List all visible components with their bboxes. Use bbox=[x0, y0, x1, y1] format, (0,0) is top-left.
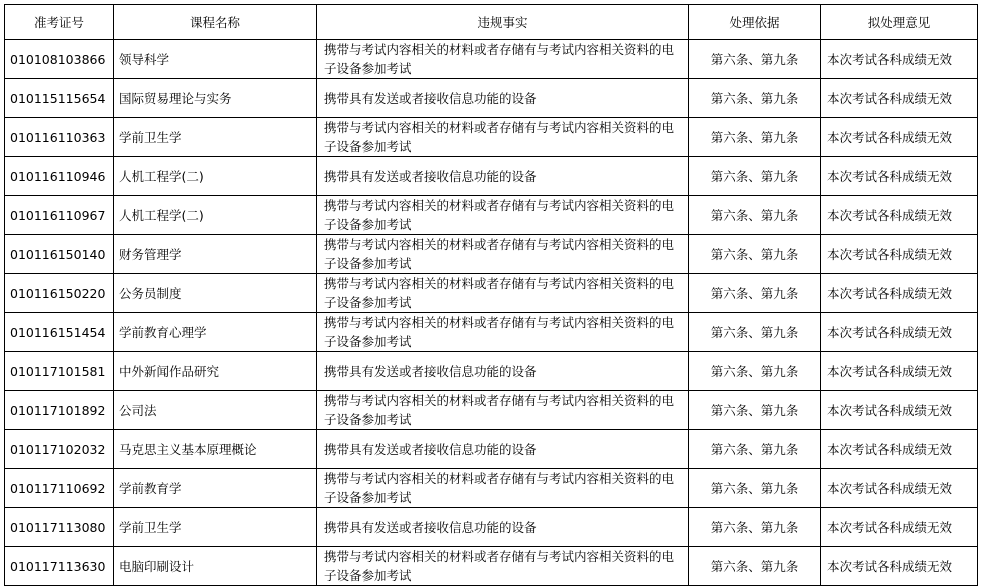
basis-cell: 第六条、第九条 bbox=[689, 196, 821, 235]
opinion-cell: 本次考试各科成绩无效 bbox=[821, 508, 978, 547]
basis-cell: 第六条、第九条 bbox=[689, 274, 821, 313]
opinion-cell: 本次考试各科成绩无效 bbox=[821, 274, 978, 313]
violation-fact-text: 携带与考试内容相关的材料或者存储有与考试内容相关资料的电子设备参加考试 bbox=[324, 276, 675, 310]
basis-cell: 第六条、第九条 bbox=[689, 508, 821, 547]
violation-fact-cell bbox=[317, 352, 689, 391]
violation-fact-text: 携带与考试内容相关的材料或者存储有与考试内容相关资料的电子设备参加考试 bbox=[324, 549, 675, 583]
exam-id-cell: 010116110363 bbox=[5, 118, 114, 157]
violation-fact-text: 携带与考试内容相关的材料或者存储有与考试内容相关资料的电子设备参加考试 bbox=[324, 120, 675, 154]
course-name-cell: 财务管理学 bbox=[114, 235, 317, 274]
violation-fact-text: 携带具有发送或者接收信息功能的设备 bbox=[324, 168, 537, 184]
course-name-cell: 公务员制度 bbox=[114, 274, 317, 313]
violation-fact-text: 携带与考试内容相关的材料或者存储有与考试内容相关资料的电子设备参加考试 bbox=[324, 198, 675, 232]
course-name-cell: 电脑印刷设计 bbox=[114, 547, 317, 586]
basis-cell: 第六条、第九条 bbox=[689, 40, 821, 79]
violation-fact-text: 携带具有发送或者接收信息功能的设备 bbox=[324, 90, 537, 106]
opinion-cell: 本次考试各科成绩无效 bbox=[821, 313, 978, 352]
opinion-cell: 本次考试各科成绩无效 bbox=[821, 40, 978, 79]
violation-fact-cell bbox=[317, 469, 689, 508]
exam-id-cell: 010117110692 bbox=[5, 469, 114, 508]
basis-cell: 第六条、第九条 bbox=[689, 313, 821, 352]
table-row bbox=[5, 79, 978, 118]
course-name-cell: 公司法 bbox=[114, 391, 317, 430]
table-row bbox=[5, 391, 978, 430]
exam-id-cell: 010116110946 bbox=[5, 157, 114, 196]
course-name-cell: 学前教育学 bbox=[114, 469, 317, 508]
table-row bbox=[5, 313, 978, 352]
exam-id-cell: 010117101892 bbox=[5, 391, 114, 430]
violation-fact-text: 携带与考试内容相关的材料或者存储有与考试内容相关资料的电子设备参加考试 bbox=[324, 315, 675, 349]
course-name-cell: 领导科学 bbox=[114, 40, 317, 79]
violation-fact-cell bbox=[317, 313, 689, 352]
table-body bbox=[5, 40, 978, 586]
exam-id-cell: 010117102032 bbox=[5, 430, 114, 469]
course-name-cell: 中外新闻作品研究 bbox=[114, 352, 317, 391]
violation-fact-cell bbox=[317, 79, 689, 118]
violation-fact-cell bbox=[317, 157, 689, 196]
table-row bbox=[5, 118, 978, 157]
course-name-cell: 学前卫生学 bbox=[114, 118, 317, 157]
opinion-cell: 本次考试各科成绩无效 bbox=[821, 352, 978, 391]
violation-fact-cell bbox=[317, 40, 689, 79]
exam-id-cell: 010116151454 bbox=[5, 313, 114, 352]
opinion-cell: 本次考试各科成绩无效 bbox=[821, 391, 978, 430]
opinion-cell: 本次考试各科成绩无效 bbox=[821, 79, 978, 118]
exam-id-cell: 010116110967 bbox=[5, 196, 114, 235]
table-row bbox=[5, 469, 978, 508]
violations-table bbox=[4, 4, 978, 586]
violation-fact-cell bbox=[317, 391, 689, 430]
basis-cell: 第六条、第九条 bbox=[689, 235, 821, 274]
header-opinion: 拟处理意见 bbox=[821, 5, 978, 40]
violation-fact-cell bbox=[317, 118, 689, 157]
basis-cell: 第六条、第九条 bbox=[689, 469, 821, 508]
course-name-cell: 人机工程学(二) bbox=[114, 157, 317, 196]
violation-fact-text: 携带与考试内容相关的材料或者存储有与考试内容相关资料的电子设备参加考试 bbox=[324, 237, 675, 271]
course-name-cell: 学前教育心理学 bbox=[114, 313, 317, 352]
opinion-cell: 本次考试各科成绩无效 bbox=[821, 196, 978, 235]
course-name-cell: 人机工程学(二) bbox=[114, 196, 317, 235]
exam-id-cell: 010115115654 bbox=[5, 79, 114, 118]
exam-id-cell: 010117113080 bbox=[5, 508, 114, 547]
basis-cell: 第六条、第九条 bbox=[689, 547, 821, 586]
table-row bbox=[5, 196, 978, 235]
violation-fact-text: 携带与考试内容相关的材料或者存储有与考试内容相关资料的电子设备参加考试 bbox=[324, 42, 675, 76]
opinion-cell: 本次考试各科成绩无效 bbox=[821, 235, 978, 274]
header-basis: 处理依据 bbox=[689, 5, 821, 40]
opinion-cell: 本次考试各科成绩无效 bbox=[821, 469, 978, 508]
violation-fact-cell bbox=[317, 547, 689, 586]
violation-fact-text: 携带具有发送或者接收信息功能的设备 bbox=[324, 363, 537, 379]
violation-fact-cell bbox=[317, 508, 689, 547]
course-name-cell: 国际贸易理论与实务 bbox=[114, 79, 317, 118]
basis-cell: 第六条、第九条 bbox=[689, 79, 821, 118]
table-row bbox=[5, 274, 978, 313]
table-row bbox=[5, 430, 978, 469]
violation-fact-cell bbox=[317, 196, 689, 235]
opinion-cell: 本次考试各科成绩无效 bbox=[821, 118, 978, 157]
table-header-row bbox=[5, 5, 978, 40]
exam-id-cell: 010116150140 bbox=[5, 235, 114, 274]
exam-id-cell: 010108103866 bbox=[5, 40, 114, 79]
violation-fact-text: 携带与考试内容相关的材料或者存储有与考试内容相关资料的电子设备参加考试 bbox=[324, 393, 675, 427]
table-row bbox=[5, 157, 978, 196]
exam-id-cell: 010116150220 bbox=[5, 274, 114, 313]
violation-fact-cell bbox=[317, 430, 689, 469]
course-name-cell: 学前卫生学 bbox=[114, 508, 317, 547]
header-exam-id: 准考证号 bbox=[5, 5, 114, 40]
table-row bbox=[5, 40, 978, 79]
course-name-cell: 马克思主义基本原理概论 bbox=[114, 430, 317, 469]
basis-cell: 第六条、第九条 bbox=[689, 391, 821, 430]
exam-id-cell: 010117101581 bbox=[5, 352, 114, 391]
header-violation-fact: 违规事实 bbox=[317, 5, 689, 40]
table-row bbox=[5, 547, 978, 586]
table-row bbox=[5, 235, 978, 274]
violation-fact-text: 携带具有发送或者接收信息功能的设备 bbox=[324, 441, 537, 457]
basis-cell: 第六条、第九条 bbox=[689, 352, 821, 391]
violation-fact-text: 携带具有发送或者接收信息功能的设备 bbox=[324, 519, 537, 535]
basis-cell: 第六条、第九条 bbox=[689, 430, 821, 469]
exam-id-cell: 010117113630 bbox=[5, 547, 114, 586]
basis-cell: 第六条、第九条 bbox=[689, 157, 821, 196]
table-row bbox=[5, 508, 978, 547]
opinion-cell: 本次考试各科成绩无效 bbox=[821, 430, 978, 469]
basis-cell: 第六条、第九条 bbox=[689, 118, 821, 157]
table-row bbox=[5, 352, 978, 391]
violation-fact-cell bbox=[317, 274, 689, 313]
opinion-cell: 本次考试各科成绩无效 bbox=[821, 157, 978, 196]
violation-fact-cell bbox=[317, 235, 689, 274]
violation-fact-text: 携带与考试内容相关的材料或者存储有与考试内容相关资料的电子设备参加考试 bbox=[324, 471, 675, 505]
opinion-cell: 本次考试各科成绩无效 bbox=[821, 547, 978, 586]
header-course-name: 课程名称 bbox=[114, 5, 317, 40]
